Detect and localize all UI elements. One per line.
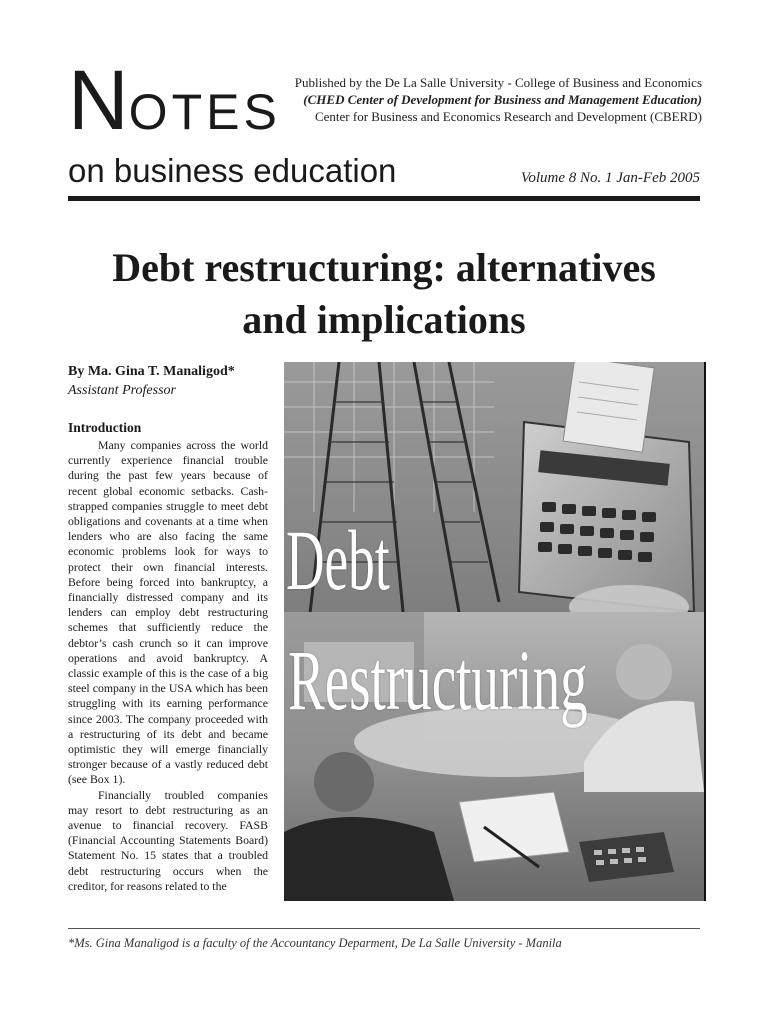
collage-word-debt: Debt [286,512,390,608]
masthead-title-initial: N [68,53,129,147]
author-title: Assistant Professor [68,383,176,398]
author-footnote: *Ms. Gina Manaligod is a faculty of the Accountancy Deparment, De La Salle University - Manila [68,936,562,950]
ched-line: (CHED Center of Development for Business and Management Education) [303,92,702,107]
footer-divider [68,928,700,929]
paragraph: Financially troubled companies may resort to debt restructuring as an avenue to financial recovery. FASB (Financial Accounting Statements Board) Statement No. 15 states that a troubled debt restructuring occurs when the creditor, for reasons related to the [68,787,268,893]
collage-word-restructuring: Restructuring [288,632,588,728]
cberd-line: Center for Business and Economics Research and Development (CBERD) [314,109,702,124]
debt-restructuring-collage-image [284,362,706,901]
publisher-line: Published by the De La Salle University - College of Business and Economics [294,75,702,90]
masthead-title-rest: OTES [128,84,281,140]
collage-illustration [284,362,704,901]
headline-line-1: Debt restructuring: alternatives [112,245,656,290]
masthead-divider [68,196,700,201]
author-name: By Ma. Gina T. Manaligod* [68,364,235,379]
paragraph: Many companies across the world currently experience financial trouble during the past few years because of recent global economic setbacks. Cash-strapped companies struggle to meet debt obligations and covenants at a time when lenders who are also facing the same economic problems look for ways to protect their own financial interests. Before being forced into bankruptcy, a financially distressed company and its lenders can employ debt restructuring schemes that sufficiently reduce the debtor’s cash crunch so it can improve operations and avoid bankruptcy. A classic example of this is the case of a big steel company in the USA which has been struggling with its earning performance since 2003. The company proceeded with a restructuring of its debt and became optimistic they will emerge financially stronger because of a vastly reduced debt (see Box 1). [68,438,268,787]
section-heading: Introduction [68,420,142,435]
article-body [68,438,268,894]
headline-line-2: and implications [242,297,526,342]
publisher-block [295,74,702,125]
masthead-title [68,53,281,147]
byline [68,362,278,400]
masthead-subtitle: on business education [68,152,397,189]
issue-info: Volume 8 No. 1 Jan-Feb 2005 [520,170,700,186]
article-headline [40,242,728,346]
